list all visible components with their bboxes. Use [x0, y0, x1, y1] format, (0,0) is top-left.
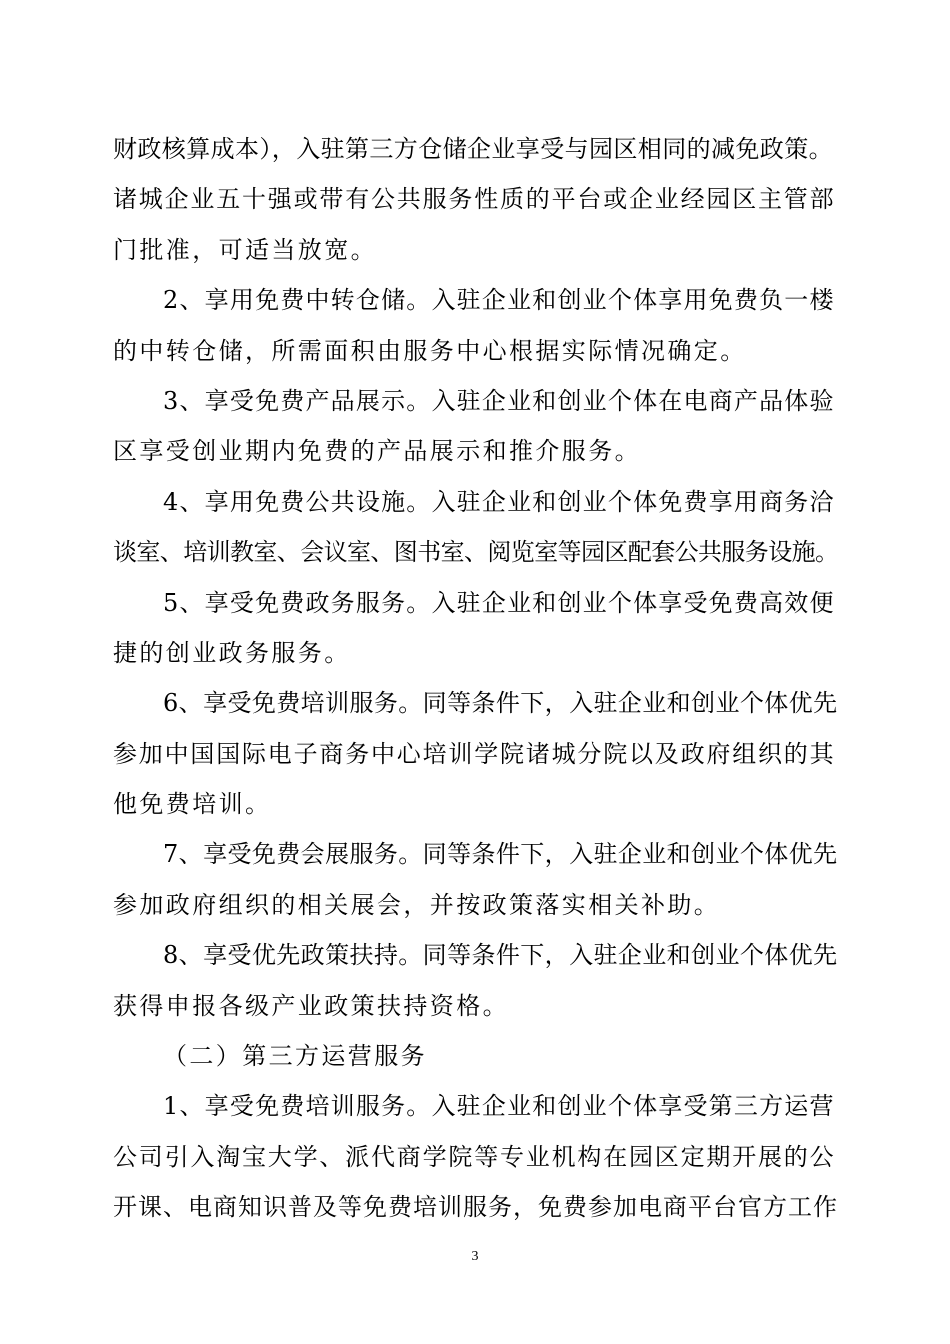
- text-line: 参加政府组织的相关展会，并按政策落实相关补助。: [113, 890, 721, 919]
- text-line: 的中转仓储，所需面积由服务中心根据实际情况确定。: [113, 336, 747, 365]
- text-line: 参加中国国际电子商务中心培训学院诸城分院以及政府组织的其: [113, 739, 836, 768]
- text-line: 6、享受免费培训服务。同等条件下，入驻企业和创业个体优先: [163, 689, 838, 718]
- text-line: 5、享受免费政务服务。入驻企业和创业个体享受免费高效便: [163, 588, 835, 617]
- text-line: 开课、电商知识普及等免费培训服务，免费参加电商平台官方工作: [113, 1193, 838, 1222]
- document-body: [113, 124, 838, 1233]
- text-line: 门批准，可适当放宽。: [113, 235, 377, 264]
- text-line: 获得申报各级产业政策扶持资格。: [113, 991, 509, 1020]
- text-line: 他免费培训。: [113, 790, 272, 819]
- text-line: 诸城企业五十强或带有公共服务性质的平台或企业经园区主管部: [113, 185, 836, 214]
- text-line: 2、享用免费中转仓储。入驻企业和创业个体享用免费负一楼: [163, 286, 835, 315]
- text-line: 8、享受优先政策扶持。同等条件下，入驻企业和创业个体优先: [163, 941, 838, 970]
- text-line: 财政核算成本），入驻第三方仓储企业享受与园区相同的减免政策。: [113, 135, 833, 163]
- text-line: 谈室、培训教室、会议室、图书室、阅览室等园区配套公共服务设施。: [113, 538, 839, 567]
- text-line: 捷的创业政务服务。: [113, 638, 351, 667]
- text-line: 7、享受免费会展服务。同等条件下，入驻企业和创业个体优先: [163, 840, 838, 869]
- text-line: 3、享受免费产品展示。入驻企业和创业个体在电商产品体验: [163, 386, 835, 415]
- section-heading: （二）第三方运营服务: [163, 1042, 427, 1071]
- text-line: 公司引入淘宝大学、派代商学院等专业机构在园区定期开展的公: [113, 1142, 836, 1171]
- text-line: 1、享受免费培训服务。入驻企业和创业个体享受第三方运营: [163, 1092, 835, 1121]
- text-line: 区享受创业期内免费的产品展示和推介服务。: [113, 437, 641, 466]
- text-line: 4、享用免费公共设施。入驻企业和创业个体免费享用商务洽: [163, 487, 835, 516]
- page-number: 3: [471, 1249, 479, 1264]
